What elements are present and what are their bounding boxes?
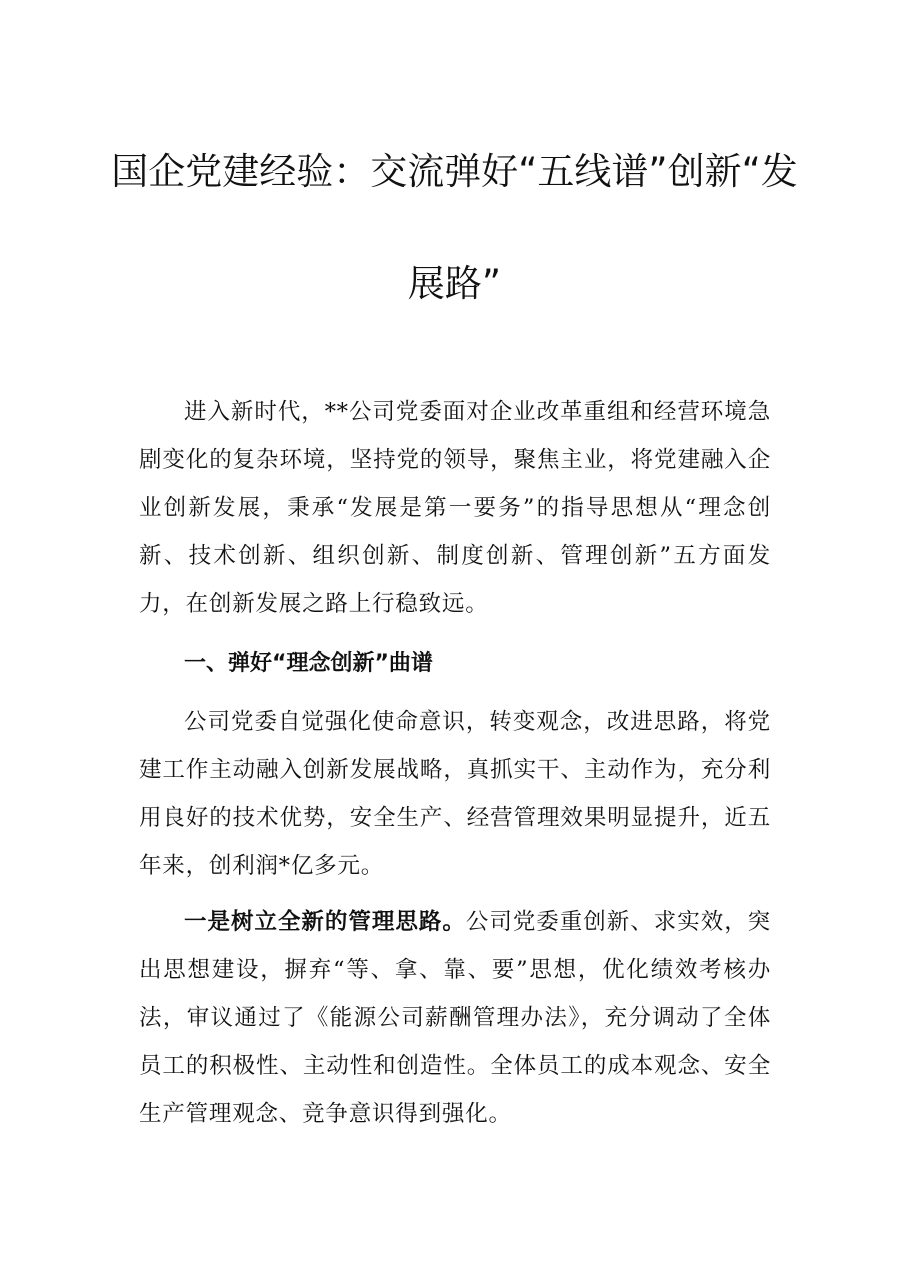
point-1-lead: 一是树立全新的管理思路。 xyxy=(184,909,466,935)
section-1-paragraph: 公司党委自觉强化使命意识，转变观念，改进思路，将党建工作主动融入创新发展战略，真抓实干、主动作为，充分利用良好的技术优势，安全生产、经营管理效果明显提升，近五年来，创利润*亿多元。 xyxy=(139,709,771,879)
document-title-line-2: 展路” xyxy=(407,262,502,305)
point-1-body: 公司党委重创新、求实效，突出思想建设，摒弃“等、拿、靠、要”思想，优化绩效考核办法，审议通过了《能源公司薪酬管理办法》，充分调动了全体员工的积极性、主动性和创造性。全体员工的成本观念、安全生产管理观念、竞争意识得到强化。 xyxy=(139,909,771,1127)
document-title-line-1: 国企党建经验：交流弹好“五线谱”创新“发 xyxy=(111,150,798,193)
section-1-point-1-paragraph xyxy=(139,898,771,1138)
section-heading-1: 一、弹好“理念创新”曲谱 xyxy=(184,651,433,676)
intro-paragraph: 进入新时代，**公司党委面对企业改革重组和经营环境急剧变化的复杂环境，坚持党的领导，聚焦主业，将党建融入企业创新发展，秉承“发展是第一要务”的指导思想从“理念创新、技术创新、组织创新、制度创新、管理创新”五方面发力，在创新发展之路上行稳致远。 xyxy=(139,399,771,617)
